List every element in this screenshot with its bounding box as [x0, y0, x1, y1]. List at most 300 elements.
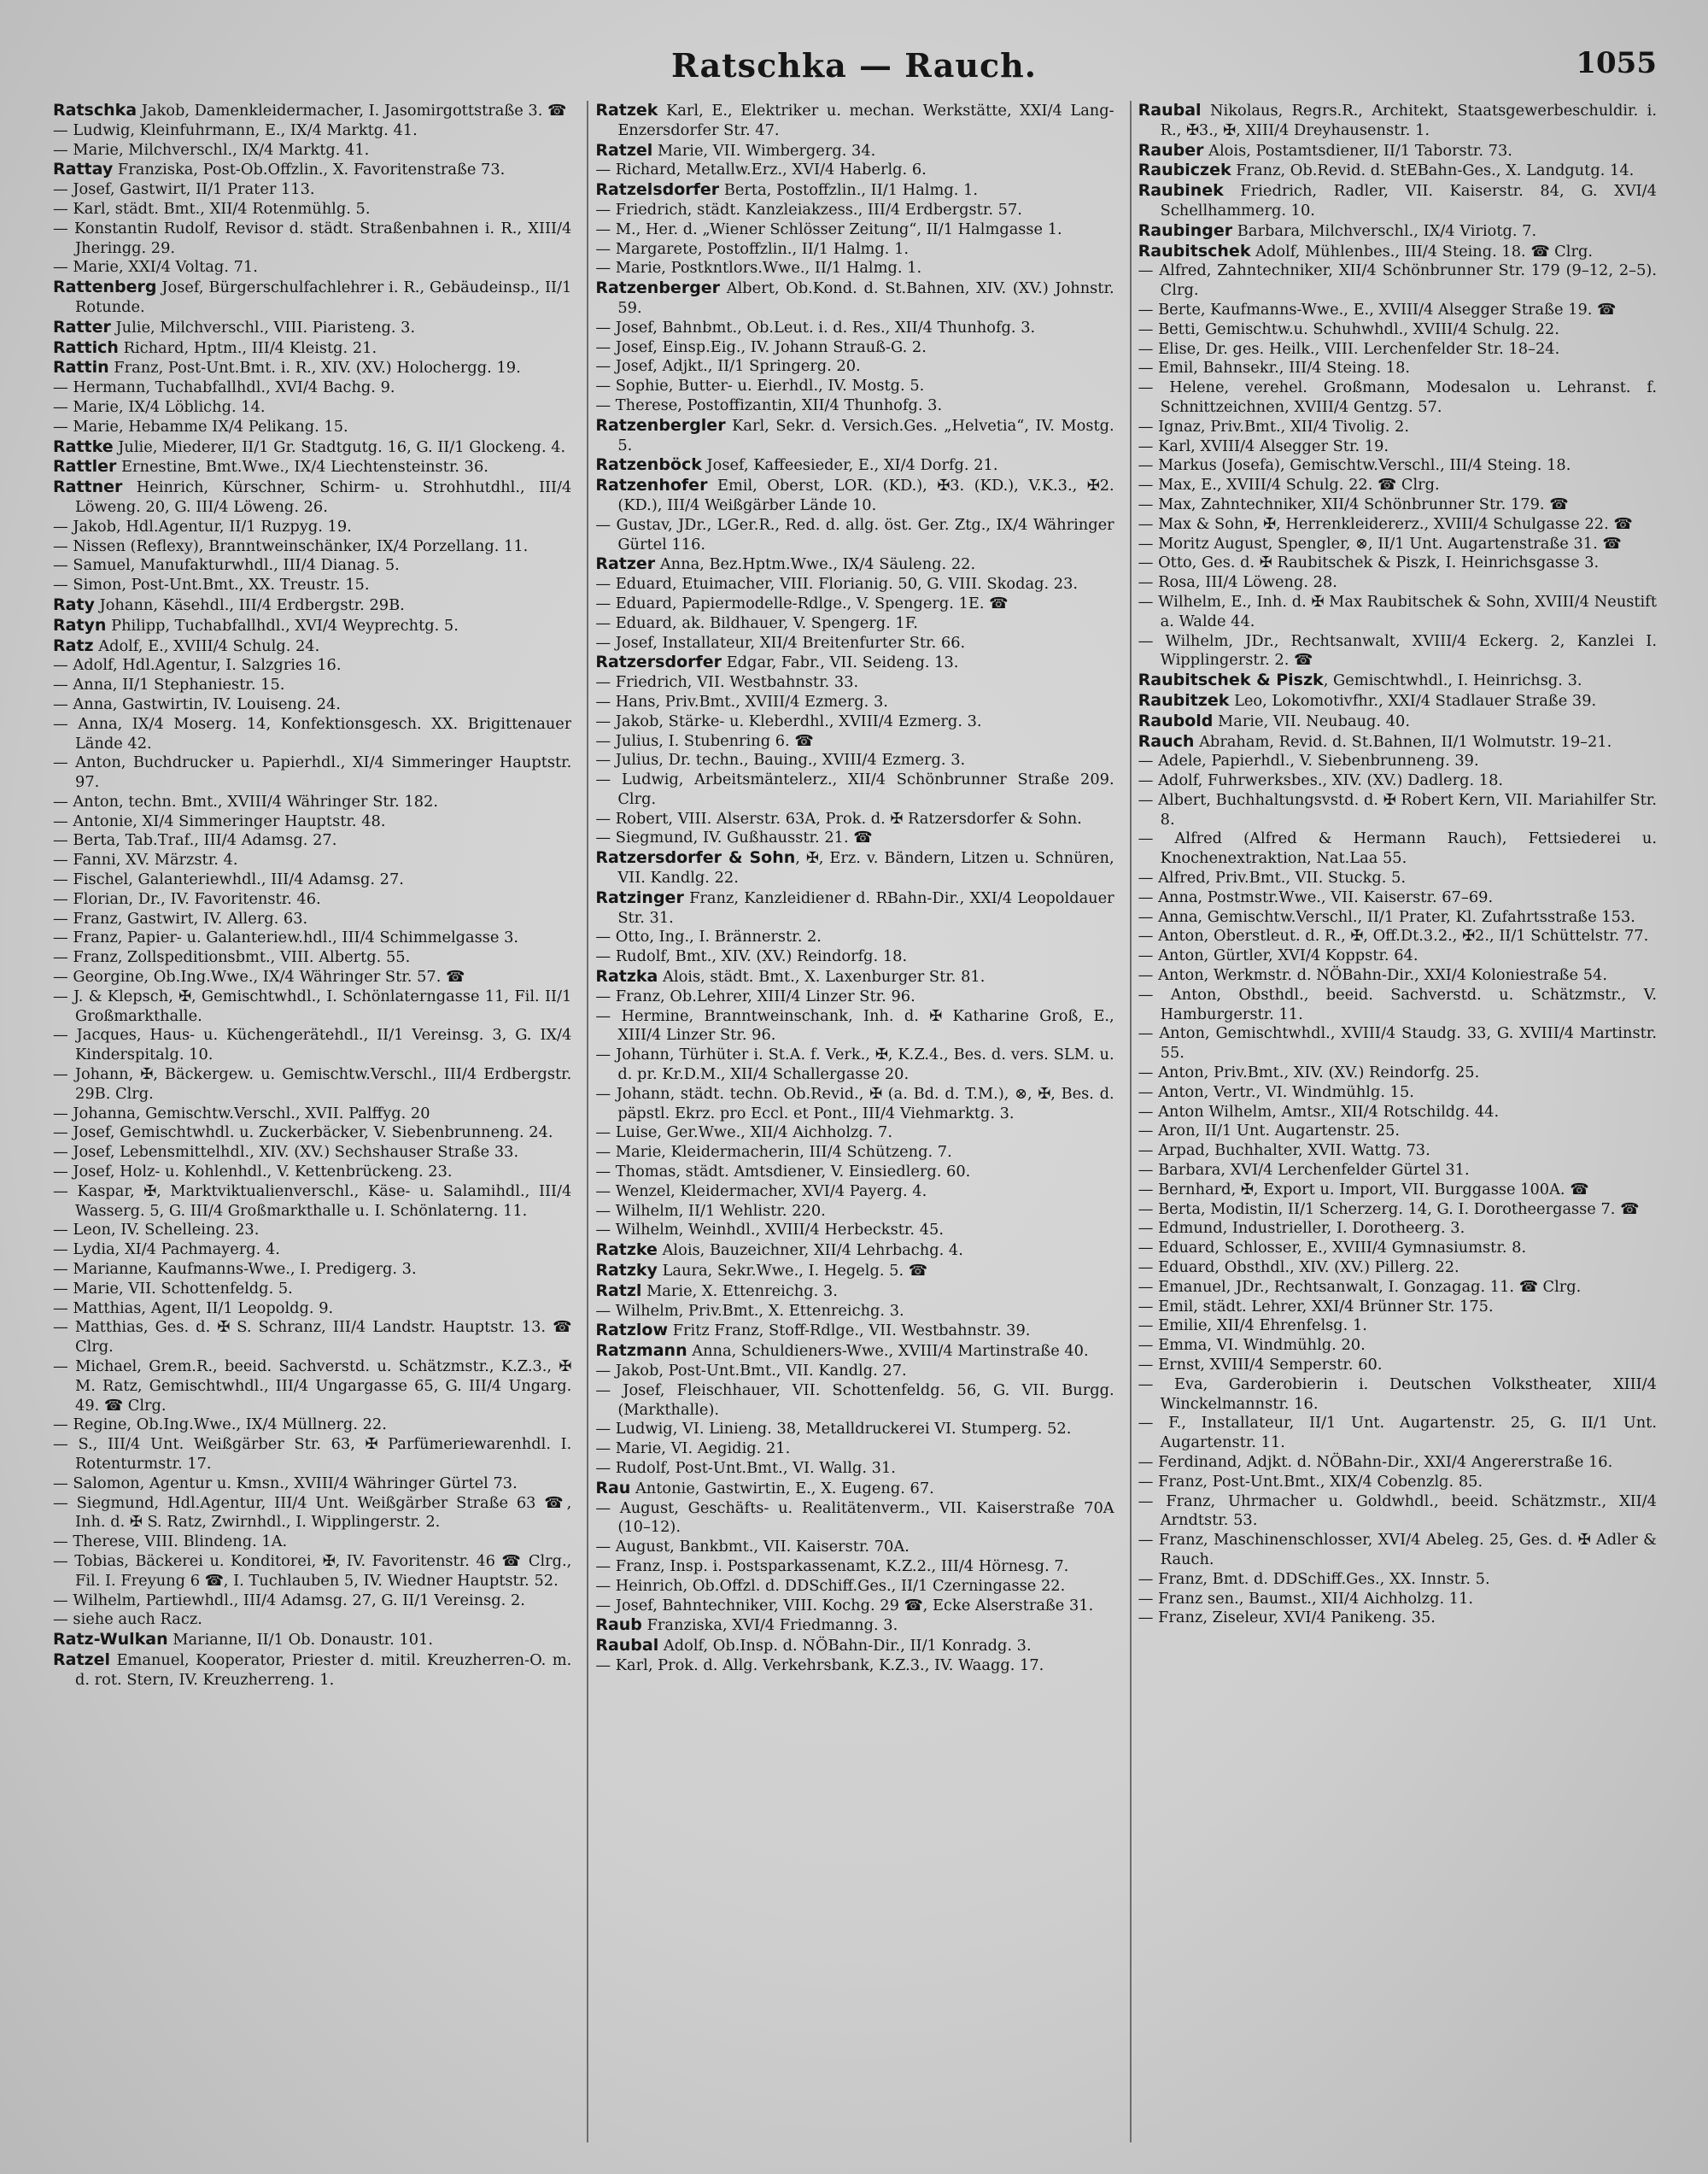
entry-details: — Eduard, Etuimacher, VIII. Florianig. 50, G. VIII. Skodag. 23. — [595, 575, 1079, 594]
entry-details: — August, Bankbmt., VII. Kaiserstr. 70A. — [595, 1538, 910, 1556]
directory-entry — [53, 1591, 571, 1611]
entry-details: — Eduard, Schlosser, E., XVIII/4 Gymnasiumstr. 8. — [1138, 1239, 1527, 1257]
entry-details: Marianne, II/1 Ob. Donaustr. 101. — [167, 1631, 434, 1650]
entry-details: Franz, Post-Unt.Bmt. i. R., XIV. (XV.) Holochergg. 19. — [108, 359, 521, 378]
entry-details: Antonie, Gastwirtin, E., X. Eugeng. 67. — [630, 1479, 934, 1497]
directory-entry — [1138, 927, 1657, 946]
directory-entry — [1138, 378, 1657, 418]
entry-details: — Max, E., XVIII/4 Schulg. 22. ☎ Clrg. — [1138, 476, 1440, 495]
directory-entry — [1138, 1609, 1657, 1628]
column-1 — [53, 101, 571, 2142]
entry-surname: Ratz — [53, 636, 94, 655]
directory-entry — [1138, 888, 1657, 908]
entry-details: — Ludwig, Arbeitsmäntelerz., XII/4 Schönbrunner Straße 209. Clrg. — [595, 771, 1114, 808]
entry-details: — Georgine, Ob.Ing.Wwe., IX/4 Währinger Str. 57. ☎ — [53, 968, 465, 987]
directory-entry — [1138, 1161, 1657, 1181]
entry-details: — Hermine, Branntweinschank, Inh. d. ✠ Katharine Groß, E., XIII/4 Linzer Str. 96. — [595, 1006, 1114, 1045]
directory-entry — [1138, 691, 1657, 712]
entry-details: — Berta, Tab.Traf., III/4 Adamsg. 27. — [53, 831, 337, 850]
directory-entry — [53, 948, 571, 968]
directory-entry — [1138, 632, 1657, 671]
directory-entry — [1138, 1375, 1657, 1415]
entry-details: — Bernhard, ✠, Export u. Import, VII. Burggasse 100A. ☎ — [1138, 1180, 1589, 1198]
entry-details: Franz, Ob.Revid. d. StEBahn-Ges., X. Landgutg. 14. — [1231, 161, 1635, 180]
entry-details: — Markus (Josefa), Gemischtw.Verschl., III/4 Steing. 18. — [1138, 456, 1571, 475]
directory-entry — [595, 673, 1114, 693]
directory-entry — [53, 1163, 571, 1182]
directory-entry — [595, 1499, 1114, 1538]
entry-details: — S., III/4 Unt. Weißgärber Str. 63, ✠ Parfümeriewarenhdl. I. Rotenturmstr. 17. — [53, 1435, 572, 1473]
entry-details: — Karl, XVIII/4 Alsegger Str. 19. — [1138, 437, 1389, 455]
directory-entry — [595, 1362, 1114, 1381]
entry-details: — Wilhelm, Weinhdl., XVIII/4 Herbeckstr. 45. — [595, 1221, 944, 1239]
entry-surname: Ratter — [53, 317, 111, 337]
entry-details: Marie, VII. Wimbergerg. 34. — [652, 141, 876, 160]
entry-surname: Ratzinger — [595, 888, 684, 907]
entry-details: — Jacques, Haus- u. Küchengerätehdl., II/1 Vereinsg. 3, G. IX/4 Kinderspitalg. 10. — [53, 1026, 572, 1064]
directory-entry — [595, 1656, 1114, 1676]
directory-entry — [595, 180, 1114, 201]
entry-surname: Ratschka — [53, 101, 137, 120]
directory-entry — [53, 1280, 571, 1299]
entry-surname: Ratzenberger — [595, 278, 721, 298]
directory-entry — [1138, 261, 1657, 301]
entry-details: — Anton, Oberstleut. d. R., ✠, Off.Dt.3.2., ✠2., II/1 Schüttelstr. 77. — [1138, 927, 1649, 946]
directory-entry — [595, 554, 1114, 575]
entry-details: — Josef, Lebensmittelhdl., XIV. (XV.) Sechshauser Straße 33. — [53, 1143, 519, 1162]
entry-details: — Emil, städt. Lehrer, XXI/4 Brünner Str. 175. — [1138, 1297, 1494, 1316]
entry-details: — Siegmund, Hdl.Agentur, III/4 Unt. Weißgärber Straße 63 ☎, Inh. d. ✠ S. Ratz, Zwirnhdl., I. Wipplingerstr. 2. — [53, 1493, 572, 1532]
entry-details: — M., Her. d. „Wiener Schlösser Zeitung“, II/1 Halmgasse 1. — [595, 220, 1062, 238]
entry-surname: Rattke — [53, 437, 114, 456]
directory-entry — [595, 693, 1114, 712]
directory-entry — [53, 1260, 571, 1280]
entry-surname: Ratzel — [53, 1650, 110, 1669]
entry-details: — Marie, Hebamme IX/4 Pelikang. 15. — [53, 417, 348, 436]
directory-entry — [53, 1532, 571, 1552]
entry-details: — Tobias, Bäckerei u. Konditorei, ✠, IV. Favoritenstr. 46 ☎ Clrg., Fil. I. Freyung 6 ☎, I. Tuchlauben 5, IV. Wiedner Hauptstr. 52. — [53, 1551, 572, 1590]
directory-entry — [53, 457, 571, 478]
entry-details: — Rudolf, Bmt., XIV. (XV.) Reindorfg. 18. — [595, 947, 908, 966]
entry-surname: Ratzmann — [595, 1341, 687, 1361]
entry-details: — Marie, VII. Schottenfeldg. 5. — [53, 1279, 293, 1298]
directory-entry — [595, 1381, 1114, 1421]
entry-details: — Anna, Postmstr.Wwe., VII. Kaiserstr. 67–69. — [1138, 888, 1494, 906]
entry-details: Josef, Bürgerschulfachlehrer i. R., Gebäudeinsp., II/1 Rotunde. — [75, 278, 572, 316]
directory-entry — [1138, 1024, 1657, 1064]
entry-surname: Raubitzek — [1138, 690, 1230, 710]
directory-entry — [53, 595, 571, 616]
entry-details: — Albert, Buchhaltungsvstd. d. ✠ Robert Kern, VII. Mariahilfer Str. 8. — [1138, 790, 1657, 829]
entry-details: Laura, Sekr.Wwe., I. Hegelg. 5. ☎ — [657, 1262, 927, 1280]
entry-surname: Ratz-Wulkan — [53, 1630, 168, 1650]
entry-details: Adolf, Mühlenbes., III/4 Steing. 18. ☎ Clrg. — [1250, 242, 1593, 261]
directory-entry — [53, 870, 571, 890]
entry-details: — Ludwig, VI. Linieng. 38, Metalldruckerei VI. Stumperg. 52. — [595, 1420, 1072, 1439]
directory-entry — [595, 319, 1114, 338]
entry-details: , ✠, Erz. v. Bändern, Litzen u. Schnüren, VII. Kandlg. 22. — [617, 849, 1114, 888]
directory-entry — [595, 1261, 1114, 1281]
entry-details: — Matthias, Ges. d. ✠ S. Schranz, III/4 Landstr. Hauptstr. 13. ☎ Clrg. — [53, 1318, 572, 1357]
entry-details: — Jakob, Post-Unt.Bmt., VII. Kandlg. 27. — [595, 1362, 907, 1380]
directory-entry — [53, 616, 571, 636]
entry-surname: Rauber — [1138, 140, 1204, 160]
entry-details: Marie, VII. Neubaug. 40. — [1213, 712, 1411, 730]
entry-details: — Adolf, Hdl.Agentur, I. Salzgries 16. — [53, 656, 342, 675]
entry-details: — Konstantin Rudolf, Revisor d. städt. Straßenbahnen i. R., XIII/4 Jheringg. 29. — [53, 219, 572, 257]
entry-surname: Ratzka — [595, 967, 658, 987]
entry-surname: Raubitschek — [1138, 241, 1251, 261]
entry-details: — Emanuel, JDr., Rechtsanwalt, I. Gonzagag. 11. ☎ Clrg. — [1138, 1277, 1582, 1296]
directory-entry — [1138, 1453, 1657, 1473]
entry-details: — Antonie, XI/4 Simmeringer Hauptstr. 48. — [53, 812, 386, 830]
entry-details: — Julius, I. Stubenring 6. ☎ — [595, 731, 814, 750]
directory-entry — [1138, 418, 1657, 437]
directory-entry — [1138, 101, 1657, 141]
directory-entry — [595, 1221, 1114, 1240]
directory-entry — [595, 1302, 1114, 1321]
entry-details: — Franz, Post-Unt.Bmt., XIX/4 Cobenzlg. 85. — [1138, 1472, 1483, 1491]
directory-entry — [595, 377, 1114, 396]
directory-entry — [1138, 476, 1657, 495]
directory-entry — [1138, 1219, 1657, 1239]
directory-entry — [595, 1143, 1114, 1163]
entry-details: — Josef, Einsp.Eig., IV. Johann Strauß-G. 2. — [595, 337, 927, 356]
entry-details: — Berte, Kaufmanns-Wwe., E., XVIII/4 Alsegger Straße 19. ☎ — [1138, 300, 1617, 319]
entry-details: — Jakob, Hdl.Agentur, II/1 Ruzpyg. 19. — [53, 517, 352, 536]
entry-details: Heinrich, Kürschner, Schirm- u. Strohhutdhl., III/4 Löweng. 20, G. III/4 Löweng. 26. — [75, 478, 572, 516]
directory-entry — [53, 676, 571, 695]
directory-entry — [1138, 1414, 1657, 1453]
directory-entry — [1138, 340, 1657, 360]
directory-entry — [53, 556, 571, 576]
entry-details: — Ferdinand, Adjkt. d. NÖBahn-Dir., XXI/4 Angererstraße 16. — [1138, 1452, 1613, 1471]
directory-entry — [53, 278, 571, 318]
entry-surname: Raubiczek — [1138, 161, 1231, 180]
entry-details: — Franz, Maschinenschlosser, XVI/4 Abeleg. 25, Ges. d. ✠ Adler & Rauch. — [1138, 1531, 1657, 1568]
entry-details: — Simon, Post-Unt.Bmt., XX. Treustr. 15. — [53, 576, 370, 595]
directory-entry — [53, 1182, 571, 1222]
directory-entry — [53, 437, 571, 458]
directory-entry — [53, 1299, 571, 1319]
directory-entry — [1138, 869, 1657, 888]
entry-details: — Johann, städt. techn. Ob.Revid., ✠ (a. Bd. d. T.M.), ⊗, ✠, Bes. d. päpstl. Ekrz. pro Eccl. et Pont., III/4 Viehmarktg. 3. — [595, 1084, 1114, 1122]
entry-details: — Elise, Dr. ges. Heilk., VIII. Lerchenfelder Str. 18–24. — [1138, 339, 1560, 358]
directory-entry — [595, 1007, 1114, 1046]
entry-details: — Alfred, Priv.Bmt., VII. Stuckg. 5. — [1138, 869, 1407, 888]
directory-entry — [53, 890, 571, 910]
directory-entry — [595, 1046, 1114, 1085]
directory-entry — [1138, 1258, 1657, 1278]
entry-details: — Anton Wilhelm, Amtsr., XII/4 Rotschildg. 44. — [1138, 1102, 1500, 1121]
directory-entry — [53, 101, 571, 121]
entry-details: — Emma, VI. Windmühlg. 20. — [1138, 1336, 1366, 1355]
entry-details: Richard, Hptm., III/4 Kleistg. 21. — [118, 338, 377, 357]
directory-entry — [1138, 1278, 1657, 1298]
directory-entry — [1138, 1356, 1657, 1375]
entry-details: Karl, Sekr. d. Versich.Ges. „Helvetia“, IV. Mostg. 5. — [617, 416, 1114, 454]
directory-entry — [595, 947, 1114, 967]
directory-entry — [595, 1479, 1114, 1499]
entry-details: — Wilhelm, Partiewhdl., III/4 Adamsg. 27, G. II/1 Vereinsg. 2. — [53, 1591, 525, 1609]
entry-details: — Johanna, Gemischtw.Verschl., XVII. Palffyg. 20 — [53, 1104, 430, 1122]
entry-details: Franz, Kanzleidiener d. RBahn-Dir., XXI/4 Leopoldauer Str. 31. — [617, 888, 1114, 927]
entry-surname: Ratzlow — [595, 1321, 669, 1340]
entry-details: — Helene, verehel. Großmann, Modesalon u. Lehranst. f. Schnittzeichnen, XVIII/4 Gentzg. 57. — [1138, 378, 1657, 416]
entry-details: — Eduard, ak. Bildhauer, V. Spengerg. 1F. — [595, 613, 918, 632]
directory-entry — [53, 1318, 571, 1357]
entry-details: — Marie, Kleidermacherin, III/4 Schützeng. 7. — [595, 1143, 952, 1162]
directory-entry — [53, 793, 571, 812]
entry-details: — Adele, Papierhdl., V. Siebenbrunneng. 39. — [1138, 752, 1479, 771]
entry-details: — Franz, Papier- u. Galanteriew.hdl., III/4 Schimmelgasse 3. — [53, 929, 519, 947]
directory-entry — [53, 1240, 571, 1260]
entry-surname: Ratyn — [53, 615, 107, 635]
directory-entry — [1138, 242, 1657, 262]
page-number: 1055 — [1576, 46, 1657, 80]
entry-details: — Anton, Obsthdl., beeid. Sachverstd. u. Schätzmstr., V. Hamburgerstr. 11. — [1138, 985, 1657, 1023]
directory-entry — [53, 812, 571, 832]
entry-details: — Rudolf, Post-Unt.Bmt., VI. Wallg. 31. — [595, 1458, 896, 1477]
directory-entry — [595, 848, 1114, 888]
directory-entry — [595, 455, 1114, 476]
entry-details: — Hermann, Tuchabfallhdl., XVI/4 Bachg. 9. — [53, 378, 395, 397]
directory-entry — [1138, 593, 1657, 632]
entry-details: — Eduard, Papiermodelle-Rdlge., V. Spengerg. 1E. ☎ — [595, 594, 1009, 612]
entry-details: — Anton, Gemischtwhdl., XVIII/4 Staudg. 33, G. XVIII/4 Martinstr. 55. — [1138, 1024, 1657, 1063]
directory-entry — [53, 121, 571, 141]
directory-entry — [53, 636, 571, 657]
directory-entry — [53, 518, 571, 537]
entry-surname: Raubinger — [1138, 220, 1233, 240]
entry-details: Anna, Schuldieners-Wwe., XVIII/4 Martinstraße 40. — [687, 1342, 1089, 1361]
directory-entry — [595, 595, 1114, 614]
entry-details: Jakob, Damenkleidermacher, I. Jasomirgottstraße 3. ☎ — [137, 102, 567, 120]
directory-entry — [595, 614, 1114, 634]
entry-details: — Johann, Türhüter i. St.A. f. Verk., ✠, K.Z.4., Bes. d. vers. SLM. u. d. pr. Kr.D.M., XII/4 Schallergasse 20. — [595, 1046, 1114, 1084]
entry-details: — Anton, Vertr., VI. Windmühlg. 15. — [1138, 1082, 1414, 1101]
entry-details: — Fanni, XV. Märzstr. 4. — [53, 851, 238, 870]
entry-details: — Johann, ✠, Bäckergew. u. Gemischtw.Verschl., III/4 Erdbergstr. 29B. Clrg. — [53, 1065, 572, 1103]
directory-entry — [1138, 359, 1657, 378]
directory-entry — [1138, 908, 1657, 928]
directory-entry — [53, 753, 571, 793]
directory-entry — [53, 1143, 571, 1163]
entry-details: — Aron, II/1 Unt. Augartenstr. 25. — [1138, 1122, 1401, 1140]
entry-details: — Josef, Gastwirt, II/1 Prater 113. — [53, 180, 315, 199]
entry-details: Albert, Ob.Kond. d. St.Bahnen, XIV. (XV.) Johnstr. 59. — [617, 279, 1114, 317]
entry-details: Abraham, Revid. d. St.Bahnen, II/1 Wolmutstr. 19–21. — [1194, 732, 1612, 751]
directory-entry — [53, 1026, 571, 1065]
entry-details: — Emil, Bahnsekr., III/4 Steing. 18. — [1138, 359, 1411, 378]
entry-details: Alois, städt. Bmt., X. Laxenburger Str. 81. — [658, 968, 986, 987]
directory-entry — [53, 318, 571, 338]
entry-details: Josef, Kaffeesieder, E., XI/4 Dorfg. 21. — [701, 456, 998, 475]
entry-details: — Franz, Zollspeditionsbmt., VIII. Albertg. 55. — [53, 948, 411, 967]
directory-entry — [53, 929, 571, 948]
entry-details: — Richard, Metallw.Erz., XVI/4 Haberlg. 6. — [595, 161, 927, 179]
directory-entry — [1138, 554, 1657, 573]
directory-entry — [1138, 966, 1657, 986]
directory-entry — [595, 1163, 1114, 1182]
directory-entry — [53, 1650, 571, 1691]
entry-details: Friedrich, Radler, VII. Kaiserstr. 84, G. XVI/4 Schellhammerg. 10. — [1160, 182, 1657, 220]
entry-details: Nikolaus, Regrs.R., Architekt, Staatsgewerbeschuldir. i. R., ✠3., ✠, XIII/4 Dreyhausenstr. 1. — [1160, 102, 1657, 139]
entry-details: — Matthias, Agent, II/1 Leopoldg. 9. — [53, 1298, 334, 1317]
entry-details: — Friedrich, städt. Kanzleiakzess., III/4 Erdbergstr. 57. — [595, 200, 1022, 219]
entry-details: — J. & Klepsch, ✠, Gemischtwhdl., I. Schönlaterngasse 11, Fil. II/1 Großmarkthalle. — [53, 987, 572, 1025]
entry-details: — Anton, Gürtler, XVI/4 Koppstr. 64. — [1138, 946, 1418, 965]
running-title: Ratschka — Rauch. — [671, 46, 1037, 85]
directory-entry — [595, 1321, 1114, 1341]
entry-details: — Hans, Priv.Bmt., XVIII/4 Ezmerg. 3. — [595, 692, 888, 711]
entry-details: — Heinrich, Ob.Offzl. d. DDSchiff.Ges., II/1 Czerningasse 22. — [595, 1576, 1066, 1595]
entry-details: — Franz, Insp. i. Postsparkassenamt, K.Z.2., III/4 Hörnesg. 7. — [595, 1556, 1069, 1575]
directory-entry — [595, 1420, 1114, 1439]
entry-details: — Luise, Ger.Wwe., XII/4 Aichholzg. 7. — [595, 1123, 893, 1142]
entry-details: — F., Installateur, II/1 Unt. Augartenstr. 25, G. II/1 Unt. Augartenstr. 11. — [1138, 1414, 1657, 1452]
directory-entry — [595, 1182, 1114, 1202]
entry-surname: Raubinek — [1138, 181, 1224, 201]
directory-entry — [53, 1474, 571, 1494]
entry-details: — Gustav, JDr., LGer.R., Red. d. allg. öst. Ger. Ztg., IX/4 Währinger Gürtel 116. — [595, 515, 1114, 554]
entry-details: Adolf, Ob.Insp. d. NÖBahn-Dir., II/1 Konradg. 3. — [658, 1637, 1032, 1655]
entry-details: — Anna, Gastwirtin, IV. Louiseng. 24. — [53, 694, 341, 713]
directory-entry — [595, 810, 1114, 829]
entry-details: — Josef, Holz- u. Kohlenhdl., V. Kettenbrückeng. 23. — [53, 1163, 453, 1181]
directory-entry — [1138, 1531, 1657, 1570]
entry-surname: Ratzenbergler — [595, 415, 726, 435]
entry-details: — Salomon, Agentur u. Kmsn., XVIII/4 Währinger Gürtel 73. — [53, 1474, 518, 1492]
directory-entry — [53, 1221, 571, 1240]
entry-details: — Wilhelm, JDr., Rechtsanwalt, XVIII/4 Eckerg. 2, Kanzlei I. Wipplingerstr. 2. ☎ — [1138, 631, 1657, 670]
entry-details: — Julius, Dr. techn., Bauing., XVIII/4 Ezmerg. 3. — [595, 751, 966, 770]
directory-entry — [1138, 320, 1657, 340]
entry-details: Anna, Bez.Hptm.Wwe., IX/4 Säuleng. 22. — [655, 555, 976, 574]
directory-entry — [1138, 1316, 1657, 1336]
entry-details: — Otto, Ges. d. ✠ Raubitschek & Piszk, I. Heinrichsgasse 3. — [1138, 554, 1600, 572]
page-header — [51, 41, 1657, 101]
directory-entry — [595, 1439, 1114, 1459]
directory-entry — [53, 1123, 571, 1143]
entry-details: Franziska, Post-Ob.Offzlin., X. Favoritenstraße 73. — [113, 161, 506, 179]
entry-details: — Anton, Priv.Bmt., XIV. (XV.) Reindorfg. 25. — [1138, 1064, 1480, 1082]
directory-entry — [53, 576, 571, 595]
entry-details: — Marianne, Kaufmanns-Wwe., I. Predigerg. 3. — [53, 1260, 417, 1279]
entry-details: Barbara, Milchverschl., IX/4 Viriotg. 7. — [1232, 221, 1537, 240]
entry-details: Ernestine, Bmt.Wwe., IX/4 Liechtensteinstr. 36. — [116, 458, 488, 477]
directory-entry — [53, 968, 571, 987]
entry-surname: Raub — [595, 1615, 642, 1635]
directory-entry — [1138, 1122, 1657, 1141]
directory-entry — [595, 357, 1114, 377]
directory-entry — [595, 259, 1114, 278]
entry-details: — Franz, Ob.Lehrer, XIII/4 Linzer Str. 96. — [595, 987, 915, 1005]
directory-entry — [595, 141, 1114, 161]
entry-details: Julie, Miederer, II/1 Gr. Stadtgutg. 16, G. II/1 Glockeng. 4. — [113, 437, 566, 456]
entry-details: — Therese, Postoffizantin, XII/4 Thunhofg. 3. — [595, 396, 943, 414]
directory-entry — [595, 1341, 1114, 1362]
entry-surname: Ratzelsdorfer — [595, 180, 720, 200]
entry-details: Philipp, Tuchabfallhdl., XVI/4 Weyprechtg. 5. — [106, 616, 459, 635]
entry-details: Leo, Lokomotivfhr., XXI/4 Stadlauer Straße 39. — [1229, 691, 1597, 710]
directory-entry — [595, 771, 1114, 810]
directory-entry — [1138, 161, 1657, 181]
entry-details: — Anton, Werkmstr. d. NÖBahn-Dir., XXI/4 Koloniestraße 54. — [1138, 966, 1608, 985]
directory-entry — [595, 1577, 1114, 1597]
directory-entry — [1138, 495, 1657, 515]
entry-details: — Josef, Gemischtwhdl. u. Zuckerbäcker, V. Siebenbrunneng. 24. — [53, 1123, 553, 1142]
directory-entry — [53, 1494, 571, 1533]
entry-details: — Eva, Garderobierin i. Deutschen Volkstheater, XIII/4 Winckelmannstr. 16. — [1138, 1374, 1657, 1413]
directory-entry — [595, 1123, 1114, 1143]
entry-surname: Raubal — [1138, 101, 1202, 120]
directory-entry — [595, 278, 1114, 319]
directory-entry — [1138, 1181, 1657, 1200]
entry-details: Edgar, Fabr., VII. Seideng. 13. — [722, 653, 959, 672]
entry-details: — Emilie, XII/4 Ehrenfelsg. 1. — [1138, 1316, 1367, 1335]
entry-details: — Alfred, Zahntechniker, XII/4 Schönbrunner Str. 179 (9–12, 2–5). Clrg. — [1138, 261, 1657, 300]
entry-details: — Arpad, Buchhalter, XVII. Wattg. 73. — [1138, 1141, 1430, 1160]
column-3 — [1130, 101, 1657, 2142]
entry-details: — Robert, VIII. Alserstr. 63A, Prok. d. ✠ Ratzersdorfer & Sohn. — [595, 809, 1082, 828]
entry-details: — Max, Zahntechniker, XII/4 Schönbrunner Str. 179. ☎ — [1138, 495, 1569, 513]
entry-details: — Franz sen., Baumst., XII/4 Aichholzg. 11. — [1138, 1589, 1474, 1608]
entry-surname: Raubitschek & Piszk — [1138, 671, 1324, 690]
entry-details: — Eduard, Obsthdl., XIV. (XV.) Pillerg. 22. — [1138, 1258, 1459, 1277]
directory-columns — [53, 101, 1657, 2142]
entry-details: — Wenzel, Kleidermacher, XVI/4 Payerg. 4. — [595, 1181, 927, 1200]
directory-entry — [53, 160, 571, 180]
entry-details: — Wilhelm, II/1 Wehlistr. 220. — [595, 1201, 826, 1220]
directory-entry — [595, 396, 1114, 416]
entry-details: — Adolf, Fuhrwerksbes., XIV. (XV.) Dadlerg. 18. — [1138, 771, 1504, 790]
directory-entry — [53, 910, 571, 929]
directory-entry — [53, 1357, 571, 1415]
entry-details: — Moritz August, Spengler, ⊗, II/1 Unt. Augartenstraße 31. ☎ — [1138, 534, 1622, 553]
entry-details: — Marie, VI. Aegidig. 21. — [595, 1439, 791, 1458]
directory-entry — [53, 258, 571, 278]
entry-details: Julie, Milchverschl., VIII. Piaristeng. 3. — [110, 318, 416, 337]
entry-details: — Friedrich, VII. Westbahnstr. 33. — [595, 673, 859, 692]
entry-details: — Karl, Prok. d. Allg. Verkehrsbank, K.Z.3., IV. Waagg. 17. — [595, 1655, 1044, 1674]
entry-details: — August, Geschäfts- u. Realitätenverm., VII. Kaiserstraße 70A (10–12). — [595, 1498, 1114, 1537]
entry-surname: Ratzek — [595, 101, 658, 120]
entry-surname: Ratzke — [595, 1240, 658, 1260]
entry-surname: Ratzersdorfer & Sohn — [595, 848, 796, 868]
directory-entry — [1138, 986, 1657, 1025]
directory-entry — [1138, 1570, 1657, 1590]
entry-details: Johann, Käsehdl., III/4 Erdbergstr. 29B. — [94, 595, 405, 614]
directory-entry — [1138, 829, 1657, 869]
entry-surname: Ratzky — [595, 1261, 658, 1280]
directory-entry — [53, 478, 571, 518]
directory-entry — [53, 1552, 571, 1591]
directory-entry — [1138, 141, 1657, 161]
directory-entry — [53, 180, 571, 200]
entry-details: — siehe auch Racz. — [53, 1610, 202, 1629]
entry-details: — Leon, IV. Schelleing. 23. — [53, 1221, 260, 1239]
directory-entry — [595, 161, 1114, 180]
entry-details: — Barbara, XVI/4 Lerchenfelder Gürtel 31. — [1138, 1161, 1470, 1180]
entry-details: — Anna, II/1 Stephaniestr. 15. — [53, 676, 285, 694]
directory-entry — [595, 1538, 1114, 1557]
directory-entry — [595, 1615, 1114, 1636]
directory-entry — [1138, 1103, 1657, 1122]
entry-details: Alois, Bauzeichner, XII/4 Lehrbachg. 4. — [657, 1241, 963, 1260]
entry-details: — Marie, IX/4 Löblichg. 14. — [53, 397, 266, 416]
directory-entry — [595, 575, 1114, 595]
